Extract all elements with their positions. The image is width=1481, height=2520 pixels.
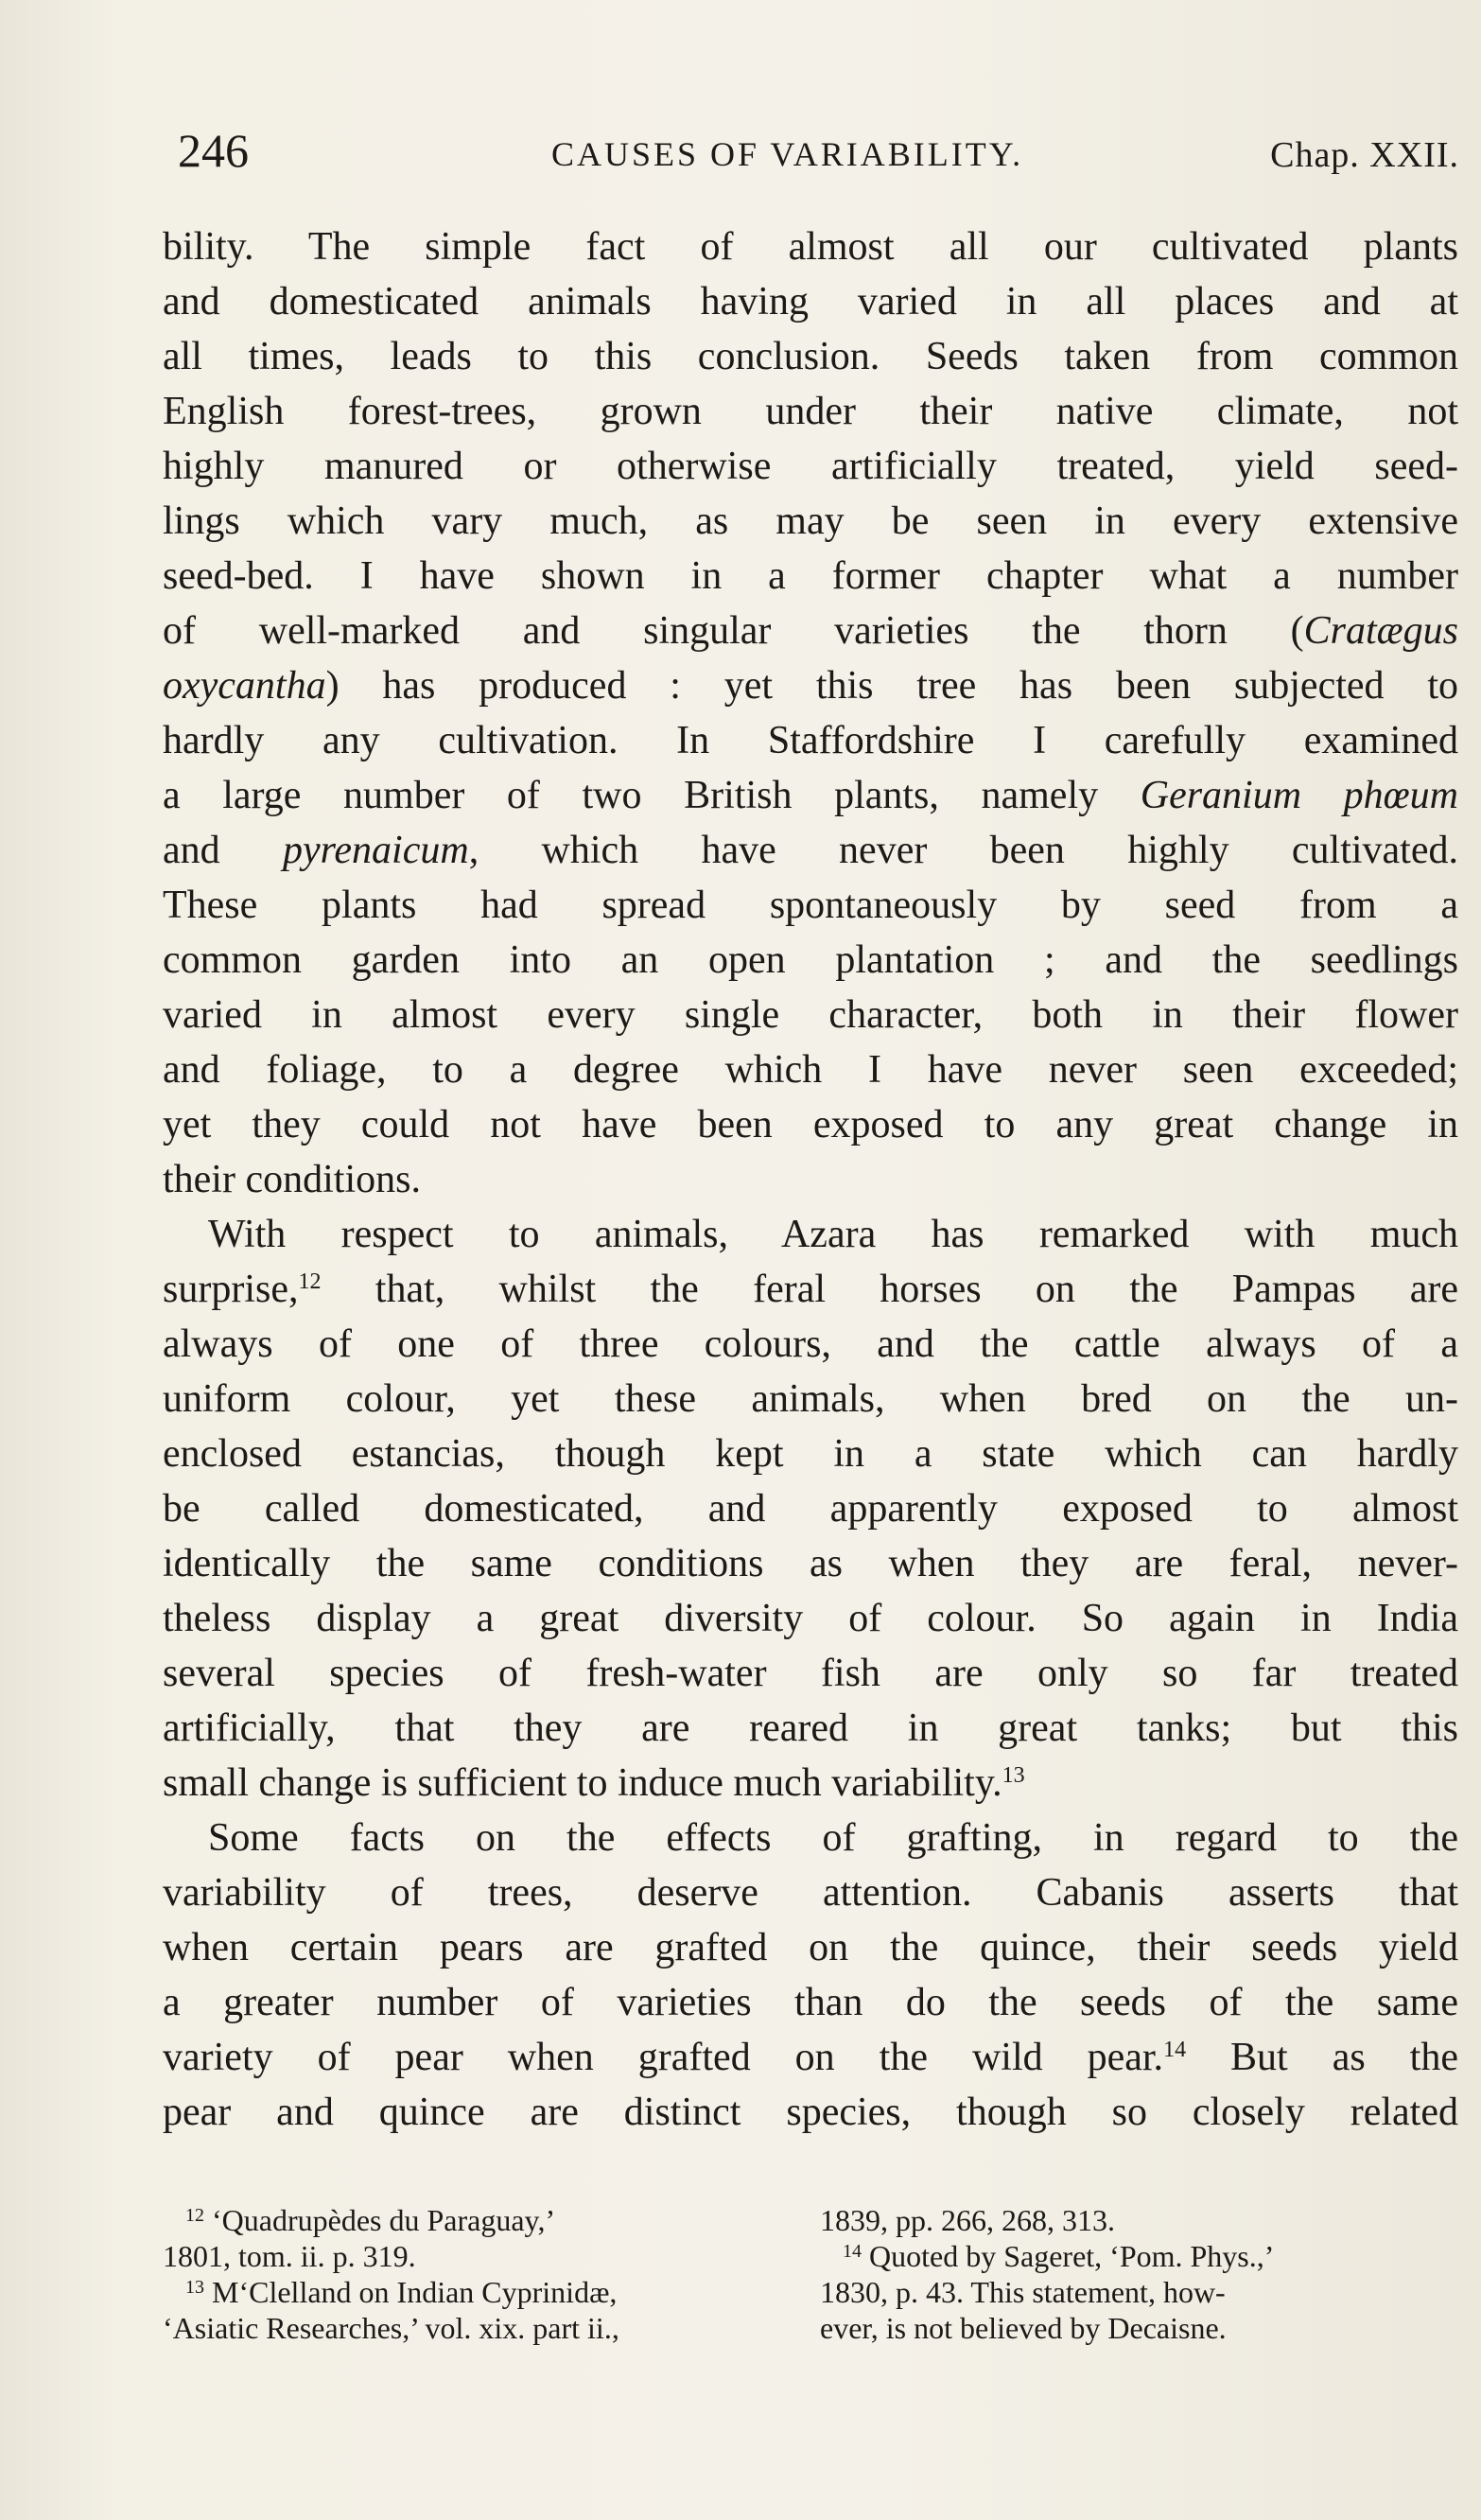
footnote-ref: 14 [1163, 2038, 1187, 2062]
page-header [178, 123, 1459, 189]
text-line: and domesticated animals having varied in all places and at [163, 280, 1458, 324]
footnote-mark: 13 [185, 2277, 204, 2298]
footnote-text: Quoted by Sageret, ‘Pom. Phys.,’ [862, 2239, 1275, 2273]
text-line: and foliage, to a degree which I have never seen exceeded; [163, 1048, 1458, 1092]
text-line: enclosed estancias, though kept in a state which can hardly [163, 1432, 1458, 1476]
body-text [163, 219, 1458, 2140]
text-line: highly manured or otherwise artificially treated, yield seed- [163, 445, 1458, 488]
footnote-line [163, 2274, 777, 2310]
paragraph-1 [163, 219, 1458, 1207]
text-line: hardly any cultivation. In Staffordshire I carefully examined [163, 719, 1458, 762]
text-line: their conditions. [163, 1158, 421, 1201]
text-run: that, whilst the feral horses on the Pampas are [321, 1268, 1458, 1311]
text-line: yet they could not have been exposed to any great change in [163, 1103, 1458, 1146]
text-line: varied in almost every single character, both in their flower [163, 993, 1458, 1037]
paragraph-2 [163, 1207, 1458, 1811]
italic-term: pyrenaicum [282, 829, 469, 872]
footnote-line [820, 2238, 1435, 2274]
text-line: pear and quince are distinct species, though so closely related [163, 2091, 1458, 2134]
footnotes-right-column [820, 2202, 1435, 2346]
italic-term: Geranium phœum [1140, 774, 1458, 817]
footnotes [163, 2202, 1458, 2420]
footnote-ref: 12 [298, 1269, 322, 1294]
text-line [163, 823, 1458, 878]
italic-term: Cratægus [1303, 609, 1458, 653]
text-line: variability of trees, deserve attention. Cabanis asserts that [163, 1871, 1458, 1915]
text-line [163, 1262, 1458, 1317]
chapter-label: Chap. XXII. [1270, 135, 1459, 175]
text-line: Some facts on the effects of grafting, in regard to the [208, 1816, 1458, 1860]
text-line: uniform colour, yet these animals, when bred on the un- [163, 1377, 1458, 1421]
text-line: These plants had spread spontaneously by seed from a [163, 884, 1458, 927]
running-title: CAUSES OF VARIABILITY. [551, 135, 1024, 173]
text-run: a large number of two British plants, namely [163, 774, 1141, 817]
text-line [163, 768, 1458, 823]
footnote-text: M‘Clelland on Indian Cyprinidæ, [204, 2275, 618, 2309]
footnote-mark: 12 [185, 2205, 204, 2226]
text-line: common garden into an open plantation ; and the seedlings [163, 938, 1458, 982]
text-line [163, 1756, 1458, 1811]
footnote-line: 1839, pp. 266, 268, 313. [820, 2203, 1115, 2237]
text-line: always of one of three colours, and the cattle always of a [163, 1322, 1458, 1366]
text-line: English forest-trees, grown under their native climate, not [163, 390, 1458, 433]
text-line: identically the same conditions as when they are feral, never- [163, 1542, 1458, 1585]
text-line [163, 658, 1458, 713]
text-run: small change is sufficient to induce much variability. [163, 1761, 1002, 1805]
text-run: , which have never been highly cultivated. [468, 829, 1458, 872]
text-line: artificially, that they are reared in great tanks; but this [163, 1706, 1458, 1750]
footnote-mark: 14 [843, 2241, 862, 2262]
footnote-text: ‘Quadrupèdes du Paraguay,’ [204, 2203, 556, 2237]
footnote-ref: 13 [1002, 1763, 1025, 1788]
italic-term: oxycantha [163, 664, 326, 708]
footnote-line [163, 2202, 777, 2238]
footnote-line: ‘Asiatic Researches,’ vol. xix. part ii., [163, 2311, 619, 2345]
text-line: several species of fresh-water fish are only so far treated [163, 1652, 1458, 1695]
text-line: lings which vary much, as may be seen in every extensive [163, 499, 1458, 543]
text-line: when certain pears are grafted on the quince, their seeds yield [163, 1926, 1458, 1969]
text-line: With respect to animals, Azara has remarked with much [208, 1213, 1458, 1256]
text-run: of well-marked and singular varieties the thorn ( [163, 609, 1304, 653]
text-run: But as the [1186, 2036, 1458, 2079]
text-run: ) has produced : yet this tree has been subjected to [325, 664, 1458, 708]
footnotes-left-column [163, 2202, 777, 2346]
text-line: bility. The simple fact of almost all our cultivated plants [163, 225, 1458, 269]
footnote-line: 1830, p. 43. This statement, how- [820, 2275, 1226, 2309]
text-line: seed-bed. I have shown in a former chapter what a number [163, 554, 1458, 598]
text-line: all times, leads to this conclusion. Seeds taken from common [163, 335, 1458, 378]
footnote-line: 1801, tom. ii. p. 319. [163, 2239, 416, 2273]
text-line [163, 2030, 1458, 2085]
text-run: variety of pear when grafted on the wild pear. [163, 2036, 1164, 2079]
text-run: surprise, [163, 1268, 299, 1311]
text-line: be called domesticated, and apparently exposed to almost [163, 1487, 1458, 1531]
footnote-line: ever, is not believed by Decaisne. [820, 2311, 1227, 2345]
text-line: a greater number of varieties than do the seeds of the same [163, 1981, 1458, 2024]
paragraph-3 [163, 1811, 1458, 2140]
text-run: and [163, 829, 283, 872]
text-line: theless display a great diversity of colour. So again in India [163, 1597, 1458, 1640]
text-line [163, 604, 1458, 658]
page-number: 246 [178, 124, 249, 177]
